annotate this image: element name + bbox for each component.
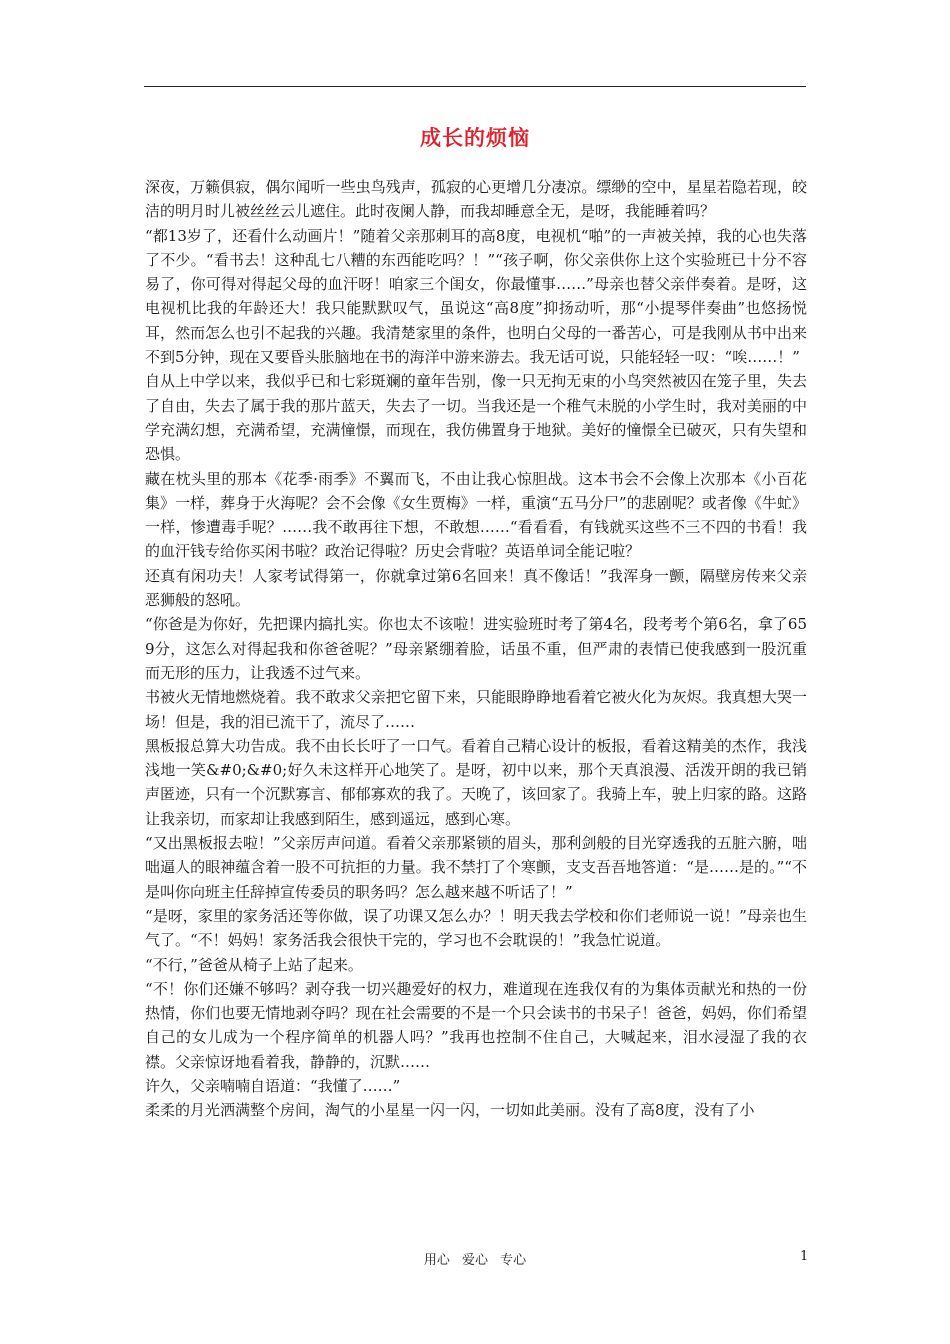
document-body [145,175,807,1123]
paragraph: “不！你们还嫌不够吗？剥夺我一切兴趣爱好的权力，难道现在连我仅有的为集体贡献光和热的一份热情，你们也要无情地剥夺吗？现在社会需要的不是一个只会读书的书呆子！爸爸，妈妈，你们希望自己的女儿成为一个程序简单的机器人吗？”我再也控制不住自己，大喊起来，泪水浸湿了我的衣襟。父亲惊讶地看着我，静静的，沉默…… [145,979,807,1071]
paragraph: 柔柔的月光洒满整个房间，淘气的小星星一闪一闪，一切如此美丽。没有了高8度，没有了小 [145,1101,755,1120]
paragraph: “你爸是为你好，先把课内搞扎实。你也太不该啦！进实验班时考了第4名，段考考个第6名，拿了659分，这怎么对得起我和你爸爸呢？”母亲紧绷着脸，话虽不重，但严肃的表情已使我感到一股沉重而无形的压力，让我透不过气来。 [145,615,807,682]
paragraph: “都13岁了，还看什么动画片！”随着父亲那刺耳的高8度，电视机“啪”的一声被关掉，我的心也失落了不少。“看书去！这种乱七八糟的东西能吃吗？！”“孩子啊，你父亲供你上这个实验班已十分不容易了，你可得对得起父母的血汗呀！咱家三个闺女，你最懂事……”母亲也替父亲伴奏着。是呀，这电视机比我的年龄还大！我只能默默叹气，虽说这“高8度”抑扬动听，那“小提琴伴奏曲”也悠扬悦耳，然而怎么也引不起我的兴趣。我清楚家里的条件，也明白父母的一番苦心，可是我刚从书中出来不到5分钟，现在又要昏头胀脑地在书的海洋中游来游去。我无话可说，只能轻轻一叹：“唉……！” [145,226,807,367]
footer-motto: 用心 爱心 专心 [423,1253,527,1268]
document-title: 成长的烦恼 [420,125,530,150]
paragraph: 黑板报总算大功告成。我不由长长吁了一口气。看着自己精心设计的板报，看着这精美的杰作，我浅浅地一笑&#0;&#0;好久未这样开心地笑了。是呀，初中以来，那个天真浪漫、活泼开朗的我已销声匿迹，只有一个沉默寡言、郁郁寡欢的我了。天晚了，该回家了。我骑上车，驶上归家的路。这路让我亲切，而家却让我感到陌生，感到遥远，感到心寒。 [145,736,807,828]
paragraph: 藏在枕头里的那本《花季·雨季》不翼而飞，不由让我心惊胆战。这本书会不会像上次那本《小百花集》一样，葬身于火海呢？会不会像《女生贾梅》一样，重演“五马分尸”的悲剧呢？或者像《牛虻》一样，惨遭毒手呢？……我不敢再往下想，不敢想……“看看看，有钱就买这些不三不四的书看！我的血汗钱专给你买闲书啦？政治记得啦？历史会背啦？英语单词全能记啦？ [145,469,807,561]
paragraph: 深夜，万籁俱寂，偶尔闻听一些虫鸟残声，孤寂的心更增几分凄凉。缥缈的空中，星星若隐若现，皎洁的明月时儿被丝丝云儿遮住。此时夜阑人静，而我却睡意全无，是呀，我能睡着吗？ [145,178,807,221]
paragraph: “不行，”爸爸从椅子上站了起来。 [145,955,363,974]
paragraph: 许久，父亲喃喃自语道：“我懂了……” [145,1076,401,1095]
paragraph: 自从上中学以来，我似乎已和七彩斑斓的童年告别，像一只无拘无束的小鸟突然被囚在笼子里，失去了自由，失去了属于我的那片蓝天，失去了一切。当我还是一个稚气未脱的小学生时，我对美丽的中学充满幻想，充满希望，充满憧憬，而现在，我仿佛置身于地狱。美好的憧憬全已破灭，只有失望和恐惧。 [145,372,807,464]
paragraph: 还真有闲功夫！人家考试得第一，你就拿过第6名回来！真不像话！”我浑身一颤，隔壁房传来父亲恶狮般的怒吼。 [145,566,807,610]
paragraph: 书被火无情地燃烧着。我不敢求父亲把它留下来，只能眼睁睁地看着它被火化为灰烬。我真想大哭一场！但是，我的泪已流干了，流尽了…… [145,688,807,731]
paragraph: “是呀，家里的家务活还等你做，误了功课又怎么办？！明天我去学校和你们老师说一说！”母亲也生气了。“不！妈妈！家务活我会很快干完的，学习也不会耽误的！”我急忙说道。 [145,906,807,950]
page-number: 1 [800,1249,809,1264]
paragraph: “又出黑板报去啦！”父亲厉声问道。看着父亲那紧锁的眉头，那利剑般的目光穿透我的五脏六腑，咄咄逼人的眼神蕴含着一股不可抗拒的力量。我不禁打了个寒颤，支支吾吾地答道：“是……是的。”“不是叫你向班主任辞掉宣传委员的职务吗？怎么越来越不听话了！” [145,834,807,901]
header-rule [144,86,806,87]
